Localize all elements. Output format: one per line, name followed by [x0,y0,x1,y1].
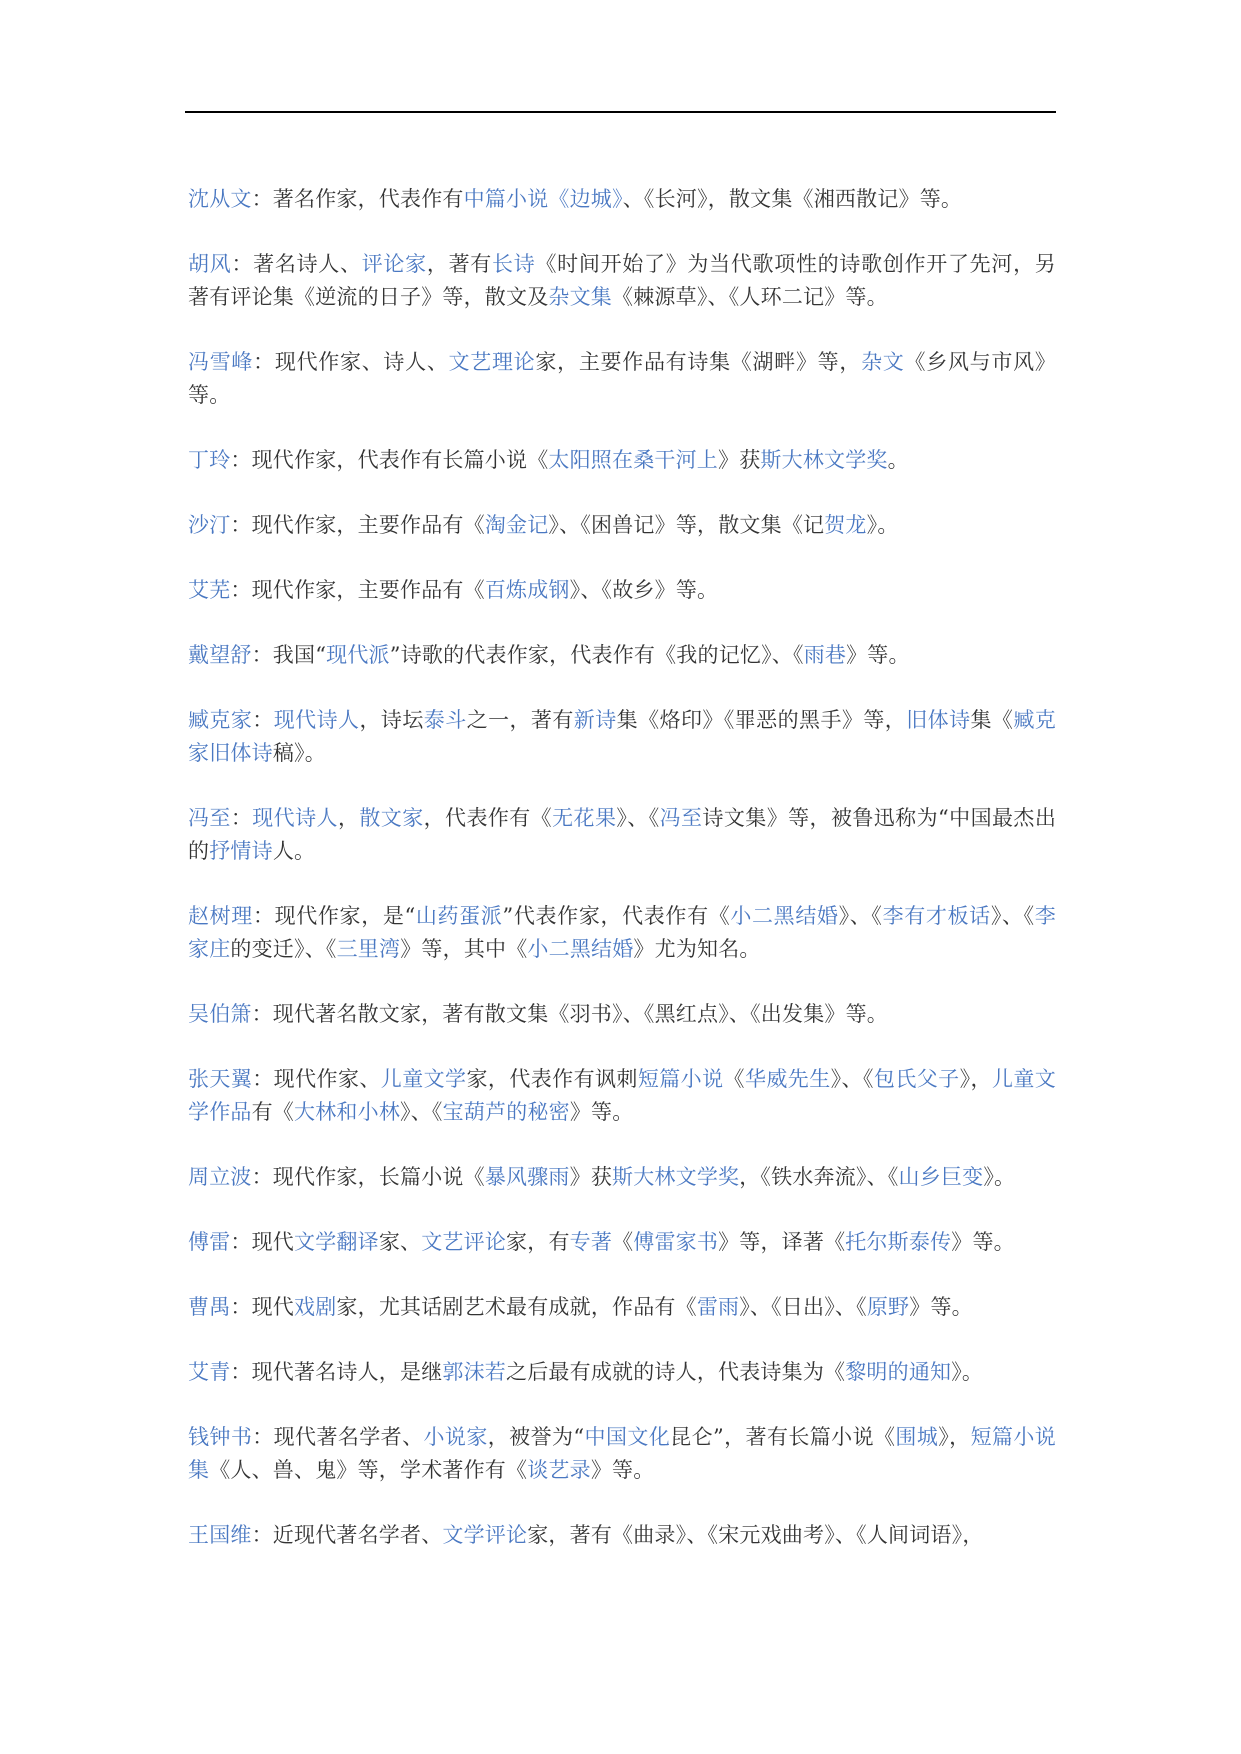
entry-text: 集《 [970,708,1014,732]
entry-paragraph [188,639,1056,672]
header-rule [185,111,1056,113]
term-link[interactable]: 戏剧 [294,1295,337,1319]
entry-paragraph [188,444,1056,477]
term-link[interactable]: 儿童文学 [380,1067,467,1091]
entry-text: 》、《 [830,1067,874,1091]
entry-paragraph [188,1226,1056,1259]
author-name-link[interactable]: 丁玲 [188,448,231,472]
author-name-link[interactable]: 臧克家 [188,708,253,732]
term-link[interactable]: 李家庄 [188,904,1056,961]
entry-text: 》。 [866,513,899,537]
entry-paragraph [188,998,1056,1031]
term-link[interactable]: 中篇小说《边城》 [463,187,623,211]
term-link[interactable]: 文艺评论 [421,1230,507,1254]
term-link[interactable]: 长诗 [492,252,536,276]
entry-text: 》、《 [400,1100,443,1124]
author-name-link[interactable]: 钱钟书 [188,1425,253,1449]
entry-text: ：现代作家，主要作品有《 [230,513,485,537]
term-link[interactable]: 淘金记 [484,513,549,537]
term-link[interactable]: 雨巷 [803,643,847,667]
term-link[interactable]: 太阳照在桑干河上 [548,448,719,472]
entry-text: 家，尤其话剧艺术最有成就，作品有《 [336,1295,697,1319]
entry-paragraph [188,704,1056,770]
entry-text: 》。 [983,1165,1016,1189]
author-name-link[interactable]: 赵树理 [188,904,253,928]
entry-text: 》等。 [569,1100,634,1124]
entry-paragraph [188,509,1056,542]
entry-text: 家，著有《曲录》、《宋元戏曲考》、《人间词语》， [527,1523,984,1547]
entry-text: 家、 [378,1230,422,1254]
term-link[interactable]: 无花果 [552,806,617,830]
entry-text: 》、《 [990,904,1035,928]
term-link[interactable]: 斯大林文学奖 [612,1165,740,1189]
entry-text: ：著名作家，代表作有 [251,187,464,211]
entry-text: 》等，译著《 [718,1230,846,1254]
entry-text: ， [337,806,360,830]
term-link[interactable]: 山乡巨变 [898,1165,984,1189]
term-link[interactable]: 包氏父子 [873,1067,960,1091]
entry-text: ：现代著名学者、 [252,1425,424,1449]
entry-text: 》等，其中《 [400,937,528,961]
term-link[interactable]: 散文家 [359,806,424,830]
entry-text: ： [252,708,274,732]
entry-text: ：现代作家，代表作有长篇小说《 [230,448,549,472]
entry-text: ：现代著名散文家，著有散文集《羽书》、《黑红点》、《出发集》等。 [251,1002,889,1026]
term-link[interactable]: 现代诗人 [273,708,360,732]
entry-paragraph [188,900,1056,966]
term-link[interactable]: 大林和小林 [294,1100,401,1124]
entry-text: 《乡风与市风》等。 [188,350,1057,407]
entry-text: 》、《日出》、《 [739,1295,867,1319]
entry-paragraph [188,1356,1056,1389]
term-link[interactable]: 三里湾 [336,937,401,961]
entry-text: ：现代作家、诗人、 [253,350,449,374]
entry-text: 》等。 [590,1458,655,1482]
author-name-link[interactable]: 冯至 [188,806,231,830]
term-link[interactable]: 斯大林文学奖 [760,448,888,472]
entry-text: 之一，著有 [466,708,574,732]
entry-paragraph [188,346,1056,412]
entry-text: ： [230,806,253,830]
term-link[interactable]: 新诗 [573,708,617,732]
author-name-link[interactable]: 曹禺 [188,1295,231,1319]
entry-text: 家，有 [506,1230,570,1254]
entry-text: 》等。 [951,1230,1015,1254]
entry-text: ：现代作家，长篇小说《 [251,1165,485,1189]
entry-text: 》、《 [616,806,660,830]
entry-paragraph [188,1161,1056,1194]
author-name-link[interactable]: 戴望舒 [188,643,252,667]
entry-text: 《 [612,1230,634,1254]
term-link[interactable]: 傅雷家书 [633,1230,719,1254]
entry-text: 有《 [251,1100,295,1124]
author-name-link[interactable]: 胡风 [188,252,232,276]
entry-text: 《棘源草》、《人环二记》等。 [612,285,888,309]
term-link[interactable]: 宝葫芦的秘密 [442,1100,570,1124]
entry-text: 》尤为知名。 [633,937,761,961]
entry-paragraph [188,574,1056,607]
term-link[interactable]: 山药蛋派 [415,904,503,928]
author-name-link[interactable]: 艾芜 [188,578,231,602]
term-link[interactable]: 专著 [569,1230,613,1254]
entry-text: 》。 [951,1360,984,1384]
entry-text: ：现代著名诗人，是继 [230,1360,443,1384]
entry-text: ：我国“ [251,643,327,667]
entry-text: 《 [723,1067,745,1091]
entry-text: 人。 [272,839,316,863]
entry-paragraph [188,1519,1056,1552]
entry-text: 的变迁》、《 [230,937,337,961]
entry-text: 》、《 [838,904,883,928]
entry-text: 》， [938,1425,971,1449]
entry-text: ，代表作有《 [423,806,553,830]
author-name-link[interactable]: 周立波 [188,1165,252,1189]
entry-text: 集《烙印》《罪恶的黑手》等， [616,708,907,732]
term-link[interactable]: 围城 [895,1425,939,1449]
term-link[interactable]: 雷雨 [696,1295,740,1319]
term-link[interactable]: 评论家 [361,252,427,276]
term-link[interactable]: 中国文化 [584,1425,671,1449]
entry-paragraph [188,183,1056,216]
author-name-link[interactable]: 傅雷 [188,1230,231,1254]
author-name-link[interactable]: 沙汀 [188,513,231,537]
entry-text: ，《铁水奔流》、《 [739,1165,899,1189]
term-link[interactable]: 贺龙 [824,513,867,537]
term-link[interactable]: 郭沫若 [442,1360,507,1384]
entry-paragraph [188,1421,1056,1487]
term-link[interactable]: 旧体诗 [906,708,971,732]
term-link[interactable]: 暴风骤雨 [484,1165,570,1189]
entry-text: ，诗坛 [359,708,424,732]
entry-text: 稿》。 [272,741,326,765]
entry-text: ”代表作家，代表作有《 [502,904,731,928]
term-link[interactable]: 小说家 [423,1425,488,1449]
entry-paragraph [188,1063,1056,1129]
term-link[interactable]: 抒情诗 [209,839,273,863]
entry-text: ：现代作家，主要作品有《 [230,578,485,602]
entry-text: 》， [959,1067,992,1091]
term-link[interactable]: 李有才板话 [882,904,991,928]
term-link[interactable]: 儿童文学作品 [188,1067,1056,1124]
term-link[interactable]: 文学翻译 [294,1230,379,1254]
term-link[interactable]: 原野 [866,1295,910,1319]
entry-text: ，被誉为“ [487,1425,585,1449]
term-link[interactable]: 臧克家旧体诗 [188,708,1057,765]
entry-text: ，著有 [426,252,492,276]
entry-text: ：著名诗人、 [231,252,362,276]
entry-text: 《时间开始了》为当代歌项性的诗歌创作开了先河，另著有评论集《逆流的日子》等，散文及 [188,252,1057,309]
entry-text: 家，主要作品有诗集《湖畔》等， [535,350,862,374]
entry-text: 》、《困兽记》等，散文集《记 [548,513,825,537]
author-name-link[interactable]: 王国维 [188,1523,252,1547]
entry-text: 之后最有成就的诗人，代表诗集为《 [506,1360,846,1384]
entry-paragraph [188,1291,1056,1324]
entry-text: 家，代表作有讽刺 [466,1067,638,1091]
entry-text: ：现代作家，是“ [252,904,416,928]
entry-text: ：近现代著名学者、 [251,1523,443,1547]
entry-text: 》获 [718,448,761,472]
term-link[interactable]: 小二黑结婚 [730,904,839,928]
entry-text: 》等。 [909,1295,973,1319]
term-link[interactable]: 现代派 [326,643,390,667]
entry-text: ：现代作家、 [252,1067,381,1091]
term-link[interactable]: 文艺理论 [448,350,536,374]
entry-text: 、《长河》，散文集《湘西散记》等。 [622,187,963,211]
term-link[interactable]: 华威先生 [744,1067,831,1091]
term-link[interactable]: 谈艺录 [527,1458,591,1482]
document-body [188,183,1056,1584]
author-name-link[interactable]: 沈从文 [188,187,252,211]
term-link[interactable]: 杂文集 [548,285,613,309]
entry-text: ：现代 [230,1295,295,1319]
entry-paragraph [188,802,1056,868]
entry-text: ：现代 [230,1230,295,1254]
term-link[interactable]: 小二黑结婚 [527,937,634,961]
author-name-link[interactable]: 吴伯箫 [188,1002,252,1026]
term-link[interactable]: 短篇小说集 [188,1425,1056,1482]
author-name-link[interactable]: 艾青 [188,1360,231,1384]
term-link[interactable]: 杂文 [861,350,905,374]
entry-text: 。 [887,448,909,472]
entry-text: 》等。 [846,643,910,667]
entry-text: ”诗歌的代表作家，代表作有《我的记忆》、《 [389,643,804,667]
term-link[interactable]: 冯至 [659,806,703,830]
term-link[interactable]: 百炼成钢 [484,578,570,602]
term-link[interactable]: 现代诗人 [252,806,338,830]
term-link[interactable]: 黎明的通知 [845,1360,952,1384]
author-name-link[interactable]: 张天翼 [188,1067,253,1091]
author-name-link[interactable]: 冯雪峰 [188,350,254,374]
entry-text: 《人、兽、鬼》等，学术著作有《 [209,1458,528,1482]
entry-text: 昆仑”，著有长篇小说《 [670,1425,896,1449]
term-link[interactable]: 文学评论 [442,1523,528,1547]
entry-text: 诗文集》等，被鲁迅称为“中国最杰出的 [188,806,1057,863]
term-link[interactable]: 短篇小说 [637,1067,724,1091]
entry-text: 》、《故乡》等。 [569,578,719,602]
entry-text: 》获 [569,1165,613,1189]
entry-paragraph [188,248,1056,314]
term-link[interactable]: 泰斗 [423,708,467,732]
term-link[interactable]: 托尔斯泰传 [845,1230,952,1254]
